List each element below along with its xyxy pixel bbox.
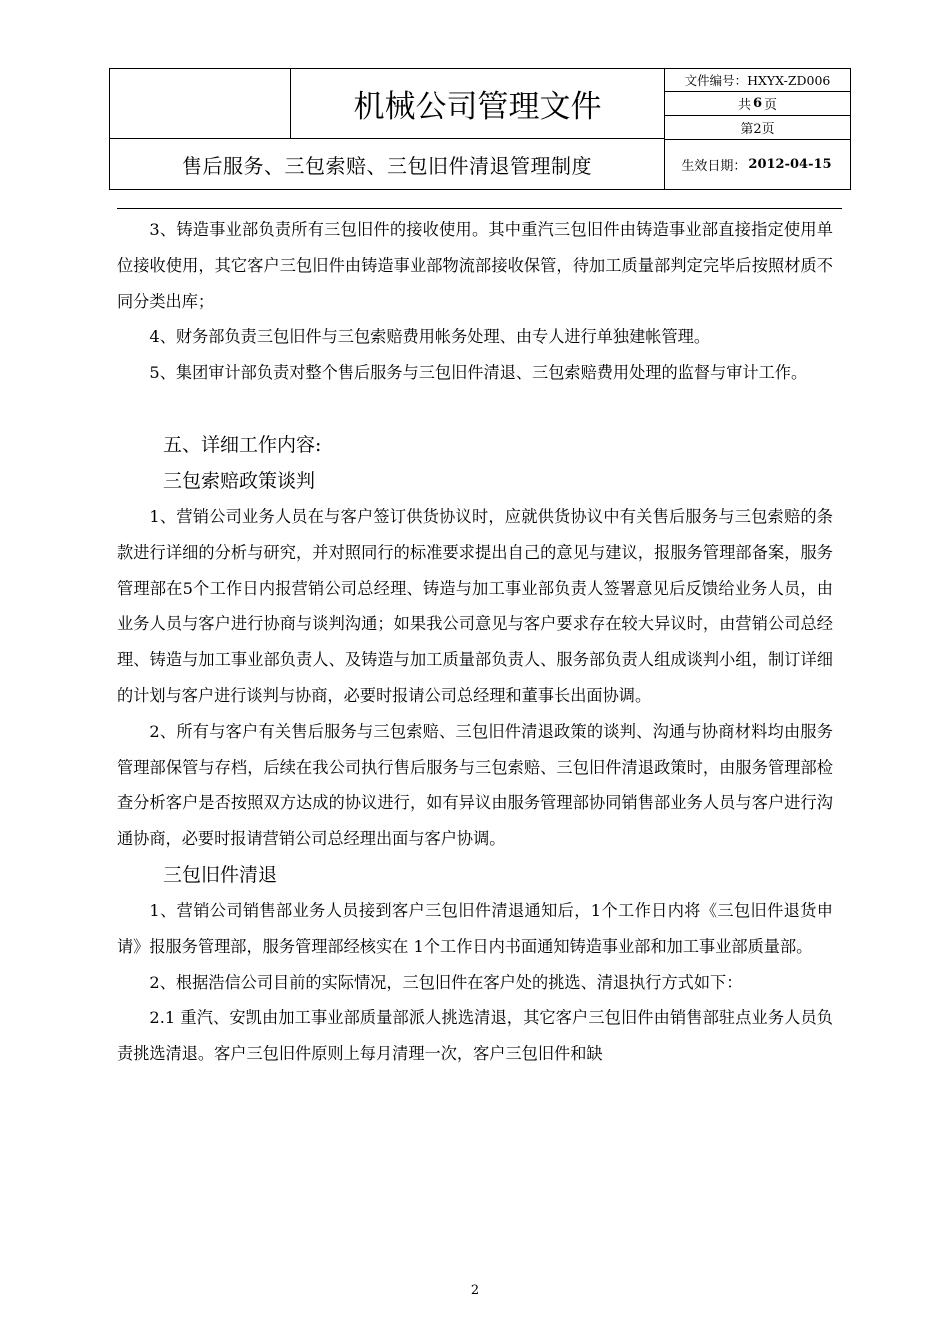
spacer	[117, 391, 833, 427]
paragraph: 4、财务部负责三包旧件与三包索赔费用帐务处理、由专人进行单独建帐管理。	[149, 327, 711, 347]
effective-date	[665, 139, 850, 189]
current-page: 第2页	[740, 122, 775, 137]
subsection-heading: 三包索赔政策谈判	[163, 469, 316, 492]
total-pages	[665, 92, 850, 116]
document-body	[117, 212, 833, 1072]
paragraph: 1、营销公司业务人员在与客户签订供货协议时，应就供货协议中有关售后服务与三包索赔的条款进行详细的分析与研究，并对照同行的标准要求提出自己的意见与建议，报服务管理部备案，服务管理部在5个工作日内报营销公司总经理、铸造与加工事业部负责人签署意见后反馈给业务人员，由业务人员与客户进行协商与谈判沟通；如果我公司意见与客户要求存在较大异议时，由营销公司总经理、铸造与加工事业部负责人、及铸造与加工质量部负责人、服务部负责人组成谈判小组，制订详细的计划与客户进行谈判与协商，必要时报请公司总经理和董事长出面协调。	[117, 506, 833, 705]
total-pages-value: 6	[752, 96, 763, 111]
paragraph: 3、铸造事业部负责所有三包旧件的接收使用。其中重汽三包旧件由铸造事业部直接指定使用单位接收使用，其它客户三包旧件由铸造事业部物流部接收保管，待加工质量部判定完毕后按照材质不同分类出库；	[117, 220, 833, 311]
company-title: 机械公司管理文件	[291, 69, 665, 139]
doc-number: 文件编号：HXYX-ZD006	[665, 69, 850, 92]
header-divider	[117, 208, 842, 209]
subsection-heading: 三包旧件清退	[163, 863, 278, 886]
header-table	[109, 68, 851, 190]
total-prefix: 共	[737, 98, 751, 113]
paragraph: 2、所有与客户有关售后服务与三包索赔、三包旧件清退政策的谈判、沟通与协商材料均由服务管理部保管与存档，后续在我公司执行售后服务与三包索赔、三包旧件清退政策时，由服务管理部检查分析客户是否按照双方达成的协议进行，如有异议由服务管理部协同销售部业务人员与客户进行沟通协商，必要时报请营销公司总经理出面与客户协调。	[117, 721, 833, 849]
paragraph: 2.1 重汽、安凯由加工事业部质量部派人挑选清退，其它客户三包旧件由销售部驻点业务人员负责挑选清退。客户三包旧件原则上每月清理一次，客户三包旧件和缺	[117, 1008, 833, 1064]
logo-cell	[110, 69, 291, 139]
effective-date-label: 生效日期：	[681, 159, 747, 174]
page-number: 2	[470, 1283, 480, 1298]
paragraph: 5、集团审计部负责对整个售后服务与三包旧件清退、三包索赔费用处理的监督与审计工作。	[149, 363, 808, 383]
section-heading: 五、详细工作内容:	[163, 433, 322, 456]
effective-date-value: 2012-04-15	[748, 157, 832, 172]
doc-title: 售后服务、三包索赔、三包旧件清退管理制度	[110, 139, 665, 189]
paragraph: 2、根据浩信公司目前的实际情况，三包旧件在客户处的挑选、清退执行方式如下：	[149, 972, 743, 992]
total-suffix: 页	[764, 98, 778, 113]
paragraph: 1、营销公司销售部业务人员接到客户三包旧件清退通知后，1个工作日内将《三包旧件退货申请》报服务管理部，服务管理部经核实在 1个工作日内书面通知铸造事业部和加工事业部质量部。	[117, 900, 833, 956]
